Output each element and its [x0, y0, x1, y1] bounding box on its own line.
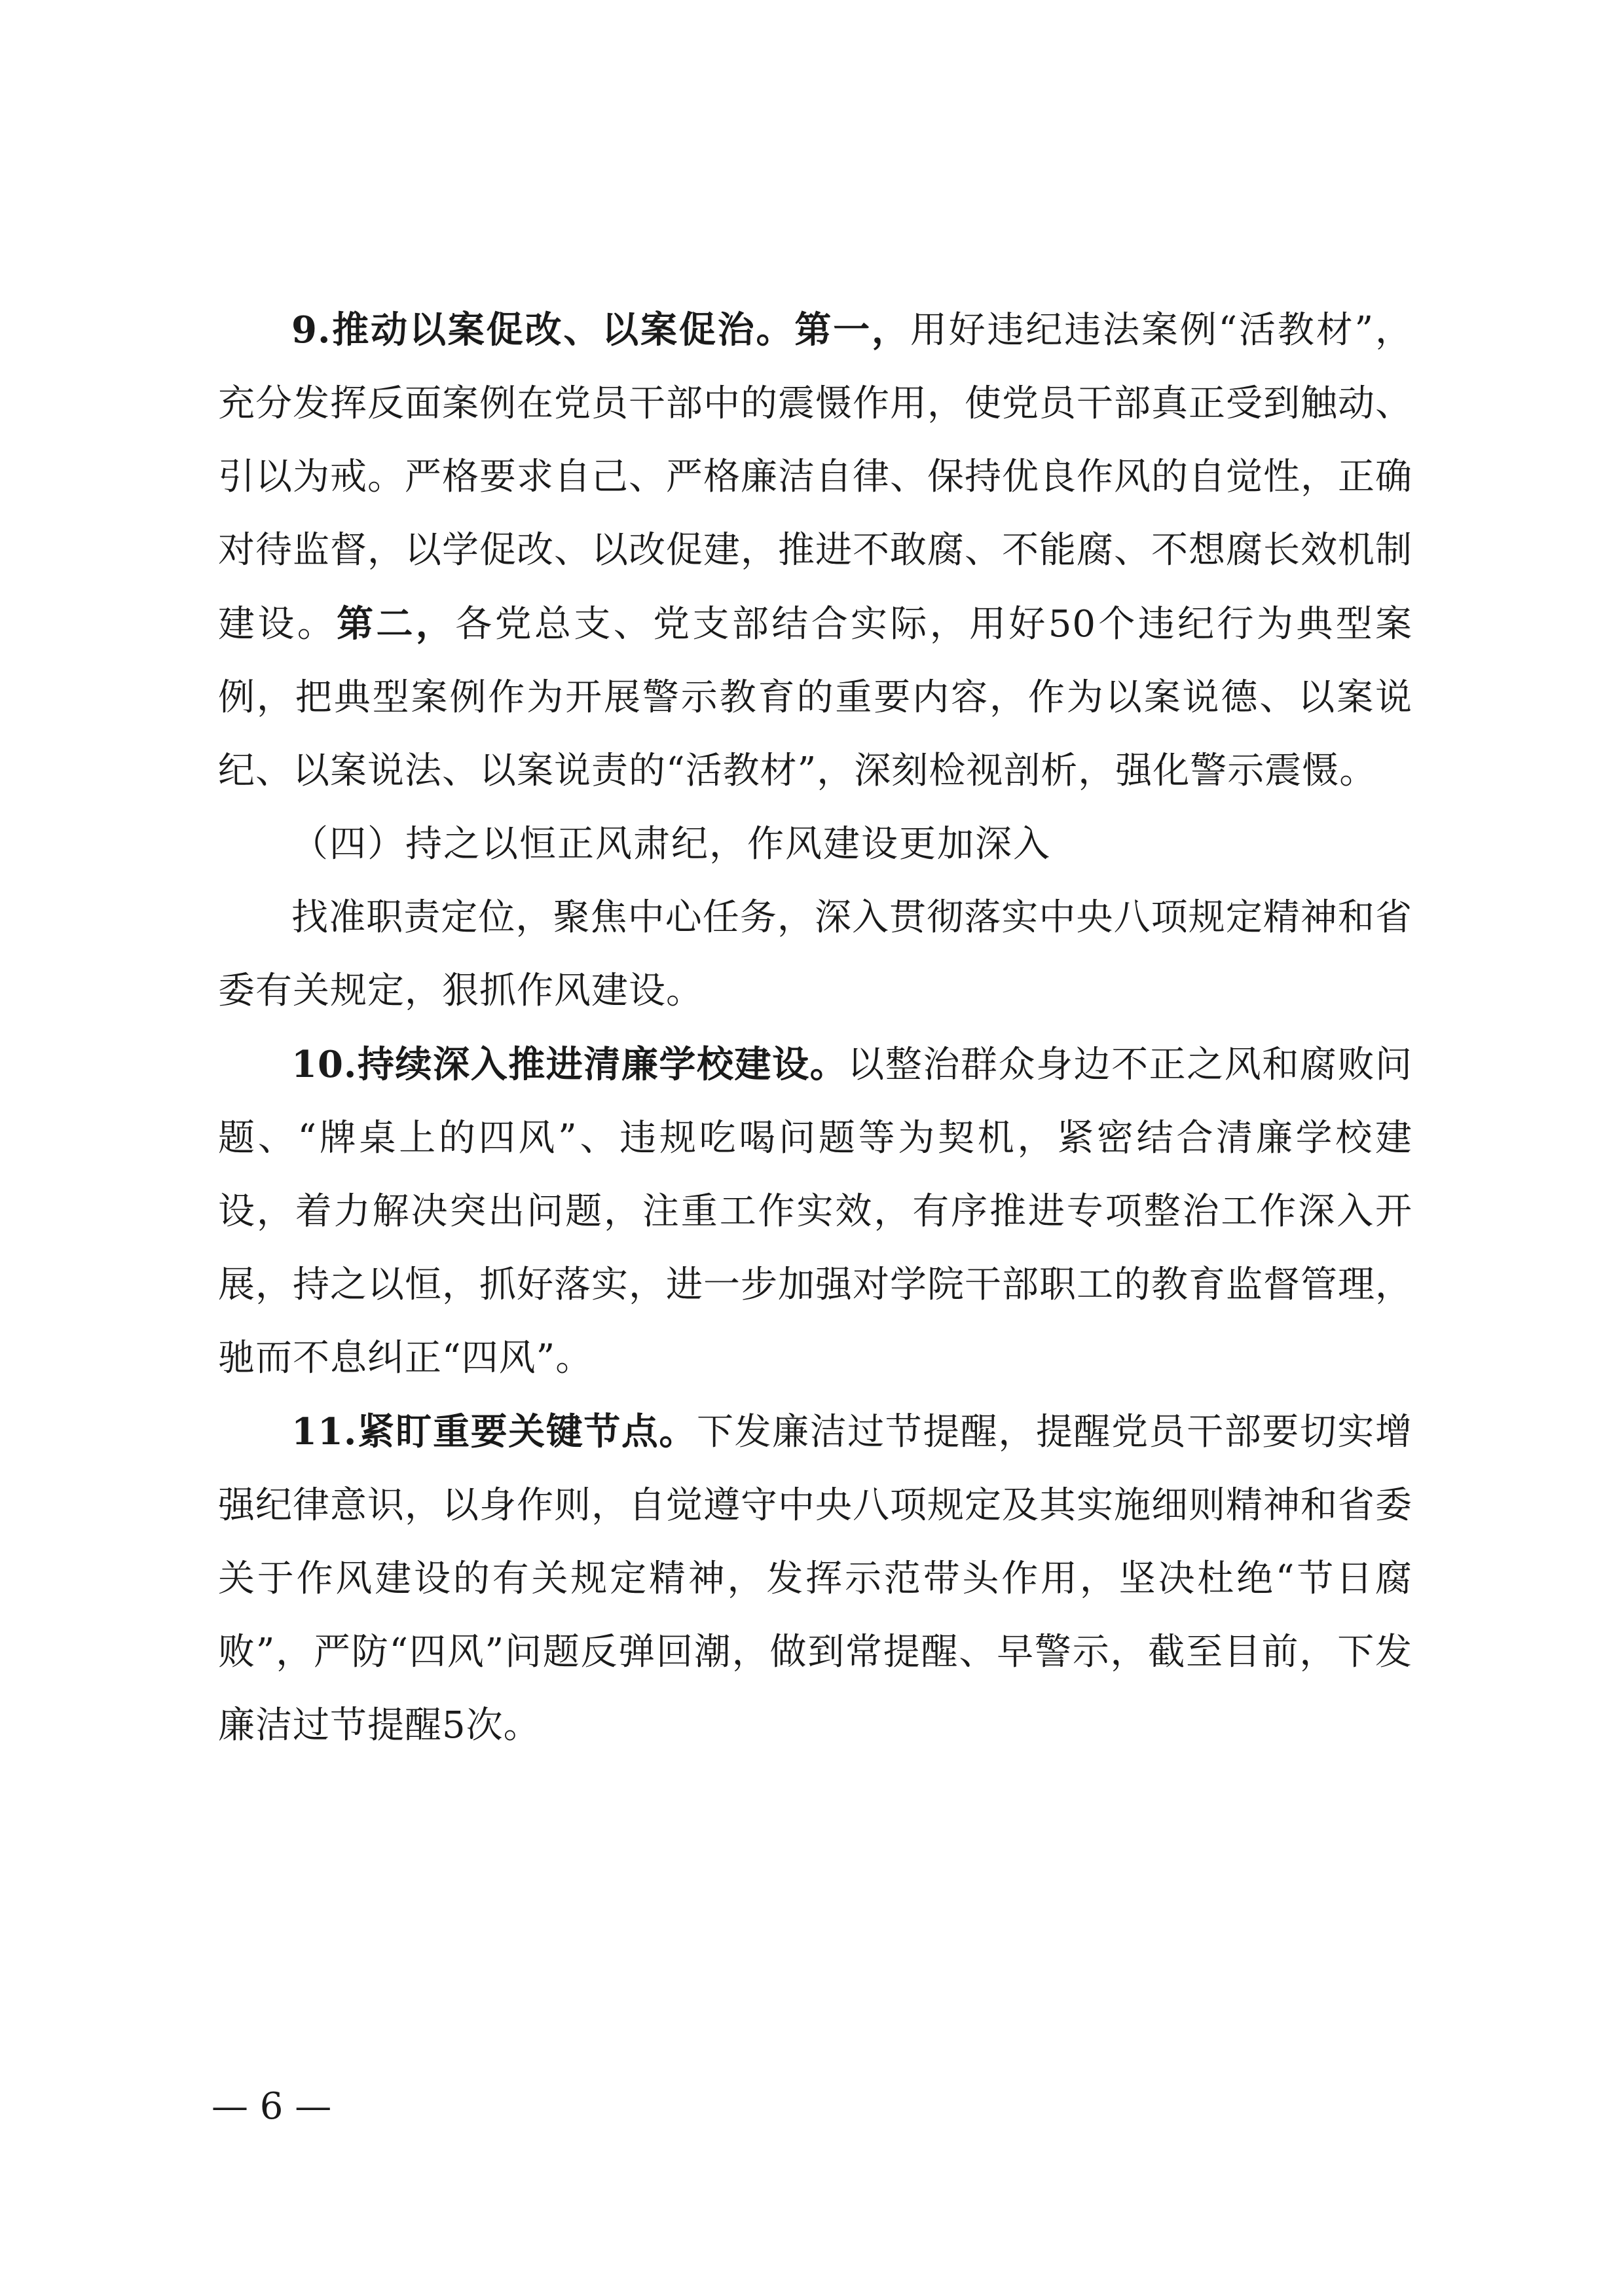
item-9-text-part2: 各党总支、党支部结合实际，用好50个违纪行为典型案例，把典型案例作为开展警示教育的重要内容，作为以案说德、以案说纪、以案说法、以案说责的“活教材”，深刻检视剖析，强化警示震慑。	[218, 603, 1413, 792]
section-4-title: （四）持之以恒正风肃纪，作风建设更加深入	[291, 823, 1051, 866]
item-9-second-marker: 第二，	[337, 602, 456, 646]
item-9-text-part1: 用好违纪违法案例“活教材”，充分发挥反面案例在党员干部中的震慑作用，使党员干部真正受到触动、引以为戒。严格要求自己、严格廉洁自律、保持优良作风的自觉性，正确对待监督，以学促改、以改促建，推进不敢腐、不能腐、不想腐长效机制建设。	[218, 309, 1412, 646]
section-4-intro	[218, 881, 1412, 1028]
paragraph-item-9	[218, 293, 1412, 808]
paragraph-item-10	[218, 1028, 1412, 1395]
item-10-text: 以整治群众身边不正之风和腐败问题、“牌桌上的四风”、违规吃喝问题等为契机，紧密结合清廉学校建设，着力解决突出问题，注重工作实效，有序推进专项整治工作深入开展，持之以恒，抓好落实，进一步加强对学院干部职工的教育监督管理，驰而不息纠正“四风”。	[218, 1044, 1412, 1379]
document-body	[218, 293, 1412, 1762]
section-4-heading	[218, 808, 1412, 881]
page-number: — 6 —	[212, 2085, 332, 2128]
paragraph-item-11	[218, 1395, 1412, 1762]
section-4-intro-text: 找准职责定位，聚焦中心任务，深入贯彻落实中央八项规定精神和省委有关规定，狠抓作风建设。	[218, 896, 1412, 1012]
item-9-heading: 9.推动以案促改、以案促治。第一，	[291, 308, 910, 352]
item-11-text: 下发廉洁过节提醒，提醒党员干部要切实增强纪律意识，以身作则，自觉遵守中央八项规定及其实施细则精神和省委关于作风建设的有关规定精神，发挥示范带头作用，坚决杜绝“节日腐败”，严防“四风”问题反弹回潮，做到常提醒、早警示，截至目前，下发廉洁过节提醒5次。	[218, 1411, 1412, 1747]
item-11-heading: 11.紧盯重要关键节点。	[291, 1410, 697, 1453]
item-10-heading: 10.持续深入推进清廉学校建设。	[291, 1043, 848, 1086]
